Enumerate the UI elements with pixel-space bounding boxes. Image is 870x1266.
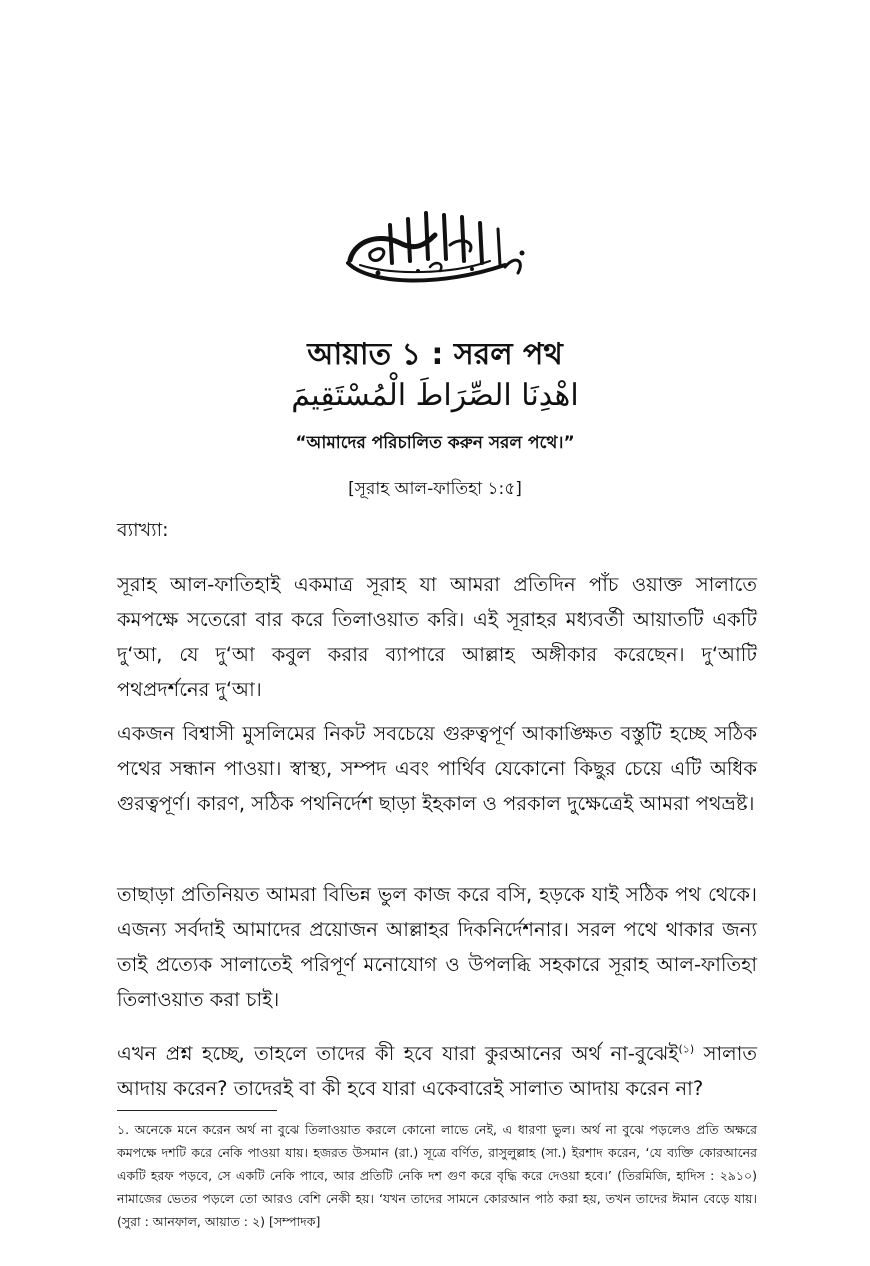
paragraph-3: তাছাড়া প্রতিনিয়ত আমরা বিভিন্ন ভুল কাজ করে বসি, হড়কে যাই সঠিক পথ থেকে। এজন্য সর্বদাই আমাদের প্রয়োজন আল্লাহর দিকনির্দেশনার। সরল পথে থাকার জন্য তাই প্রত্যেক সালাতেই পরিপূর্ণ মনোযোগ ও উপলব্ধি সহকারে সূরাহ আল-ফাতিহা তিলাওয়াত করা চাই। [117,883,757,1011]
paragraph-4-text-end: সালাত আদায় করেন? তাদেরই বা কী হবে যারা একেবারেই সালাত আদায় করেন না? [117,1042,758,1100]
page-title: আয়াত ১ : সরল পথ [307,337,563,372]
paragraph-2: একজন বিশ্বাসী মুসলিমের নিকট সবচেয়ে গুরুত্বপূর্ণ আকাঙ্ক্ষিত বস্তুটি হচ্ছে সঠিক পথের সন্ধান পাওয়া। স্বাস্থ্য, সম্পদ এবং পার্থিব যেকোনো কিছুর চেয়ে এটি অধিক গুরত্বপূর্ণ। কারণ, সঠিক পথনির্দেশ ছাড়া ইহকাল ও পরকাল দুক্ষেত্রেই আমরা পথভ্রষ্ট। [117,722,757,815]
arabic-verse: اهْدِنَا الصِّرَاطَ الْمُسْتَقِيمَ [291,378,579,413]
verse-reference: [সূরাহ আল-ফাতিহা ১:৫] [348,479,522,499]
explanation-label: ব্যাখ্যা: [117,519,169,541]
paragraph-4-text-start: এখন প্রশ্ন হচ্ছে, তাহলে তাদের কী হবে যারা কুরআনের অর্থ না-বুঝেই [117,1042,679,1065]
footnote-divider [117,1110,277,1111]
footnote-marker[interactable]: (১) [678,1042,695,1056]
calligraphy-ornament-icon [330,205,540,300]
paragraph-4 [117,1036,757,1106]
verse-translation: “আমাদের পরিচালিত করুন সরল পথে।” [295,433,575,453]
paragraph-1: সূরাহ আল-ফাতিহাই একমাত্র সূরাহ যা আমরা প্রতিদিন পাঁচ ওয়াক্ত সালাতে কমপক্ষে সতেরো বার করে তিলাওয়াত করি। এই সূরাহর মধ্যবর্তী আয়াতটি একটি দু‘আ, যে দু‘আ কবুল করার ব্যাপারে আল্লাহ অঙ্গীকার করেছেন। দু‘আটি পথপ্রদর্শনের দু‘আ। [117,573,757,701]
footnote: ১. অনেকে মনে করেন অর্থ না বুঝে তিলাওয়াত করলে কোনো লাভে নেই, এ ধারণা ভুল। অর্থ না বুঝে পড়লেও প্রতি অক্ষরে কমপক্ষে দশটি করে নেকি পাওয়া যায়। হজরত উসমান (রা.) সূত্রে বর্ণিত, রাসুলুল্লাহ (সা.) ইরশাদ করেন, ‘যে ব্যক্তি কোরআনের একটি হরফ পড়বে, সে একটি নেকি পাবে, আর প্রতিটি নেকি দশ গুণ করে বৃদ্ধি করে দেওয়া হবে।’ (তিরমিজি, হাদিস : ২৯১০) নামাজের ভেতর পড়লে তো আরও বেশি নেকী হয়। ‘যখন তাদের সামনে কোরআন পাঠ করা হয়, তখন তাদের ঈমান বেড়ে যায়। (সুরা : আনফাল, আয়াত : ২) [সম্পাদক] [117,1122,757,1229]
